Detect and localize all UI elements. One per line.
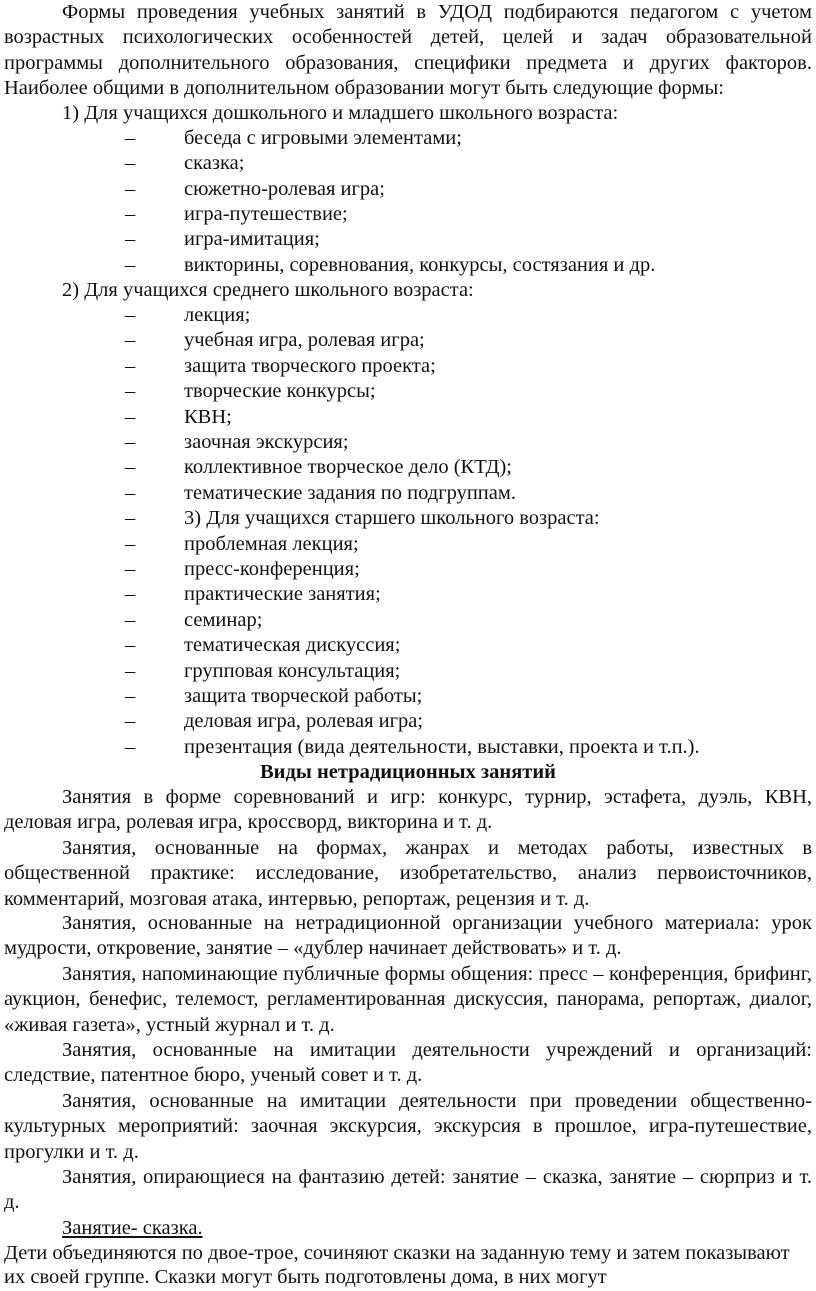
list-dash: – [125,659,136,682]
list-dash: – [125,177,136,200]
list-dash: – [125,380,136,403]
closing-line-2: их своей группе. Сказки могут быть подготовлены дома, в них могут [4,1266,607,1288]
group2-item: КВН; [184,405,232,428]
group1-item: викторины, соревнования, конкурсы, состязания и др. [184,253,656,276]
closing-line-1: Дети объединяются по двое-трое, сочиняют сказки на заданную тему и затем показывают [4,1242,790,1264]
group1-item: сюжетно-ролевая игра; [184,177,385,200]
group1-title: 1) Для учащихся дошкольного и младшего школьного возраста: [62,102,619,124]
paragraph-public-communication: Занятия, напоминающие публичные формы общения: пресс – конференция, брифинг, аукцион, бенефис, телемост, регламентированная дискуссия, панорама, репортаж, диалог, «живая газета», устный журнал и т. д. [4,963,812,1036]
group1-item: беседа с игровыми элементами; [184,127,462,149]
section-heading: Виды нетрадиционных занятий [259,761,556,783]
list-dash: – [125,558,136,580]
list-dash: – [125,481,136,504]
list-dash: – [125,456,136,479]
list-dash: – [125,202,136,225]
group2-item: защита творческого проекта; [184,354,436,377]
group2-item: 3) Для учащихся старшего школьного возраста: [184,507,600,530]
group2-item: пресс-конференция; [184,558,360,580]
group2-item: коллективное творческое дело (КТД); [184,456,512,479]
group2-item: деловая игра, ролевая игра; [184,710,424,733]
group2-item: семинар; [184,608,263,631]
group1-item: игра-имитация; [184,228,320,251]
group2-item: групповая консультация; [184,659,401,682]
group2-item: лекция; [184,304,251,326]
list-dash: – [125,253,136,276]
list-dash: – [125,127,136,149]
group2-item: проблемная лекция; [184,532,359,555]
list-dash: – [125,405,136,428]
paragraph-public-practice: Занятия, основанные на формах, жанрах и методах работы, известных в общественной практике: исследование, изобретательство, анализ первоисточников, комментарий, мозговая атака, интервью, репортаж, рецензия и т. д. [4,837,812,910]
list-dash: – [125,304,136,326]
paragraph-fantasy: Занятия, опирающиеся на фантазию детей: занятие – сказка, занятие – сюрприз и т. д. [4,1166,812,1214]
list-dash: – [125,608,136,631]
list-dash: – [125,685,136,707]
group1-item: игра-путешествие; [184,202,348,225]
list-dash: – [125,329,136,352]
list-dash: – [125,354,136,377]
list-dash: – [125,431,136,453]
group2-item: практические занятия; [184,583,381,606]
group2-item: тематические задания по подгруппам. [184,481,516,504]
group1-item: сказка; [184,152,245,175]
paragraph-cultural-events: Занятия, основанные на имитации деятельности при проведении общественно-культурных мероприятий: заочная экскурсия, экскурсия в прошлое, игра-путешествие, прогулки и т. д. [4,1090,812,1163]
paragraph-material-organization: Занятия, основанные на нетрадиционной организации учебного материала: урок мудрости, откровение, занятие – «дублер начинает действовать» и т. д. [4,912,812,960]
intro-paragraph: Формы проведения учебных занятий в УДОД подбираются педагогом с учетом возрастных психологических особенностей детей, целей и задач образовательной программы дополнительного образования, специфики предмета и других факторов. Наиболее общими в дополнительном образовании могут быть следующие формы: [4,1,812,100]
group2-item: презентация (вида деятельности, выставки, проекта и т.п.). [184,735,700,758]
subheading: Занятие- сказка. [62,1217,203,1239]
group2-title: 2) Для учащихся среднего школьного возраста: [62,279,474,301]
paragraph-institutions: Занятия, основанные на имитации деятельности учреждений и организаций: следствие, патентное бюро, ученый совет и т. д. [4,1039,812,1087]
list-dash: – [125,735,136,758]
group2-item: заочная экскурсия; [184,431,349,453]
list-dash: – [125,634,136,657]
paragraph-competitions: Занятия в форме соревнований и игр: конкурс, турнир, эстафета, дуэль, КВН, деловая игра, ролевая игра, кроссворд, викторина и т. д. [4,786,812,834]
list-dash: – [125,583,136,606]
list-dash: – [125,152,136,175]
list-dash: – [125,228,136,251]
group2-item: учебная игра, ролевая игра; [184,329,425,352]
group2-item: творческие конкурсы; [184,380,376,403]
list-dash: – [125,532,136,555]
list-dash: – [125,710,136,733]
group2-item: тематическая дискуссия; [184,634,401,657]
group2-item: защита творческой работы; [184,685,423,707]
list-dash: – [125,507,136,530]
